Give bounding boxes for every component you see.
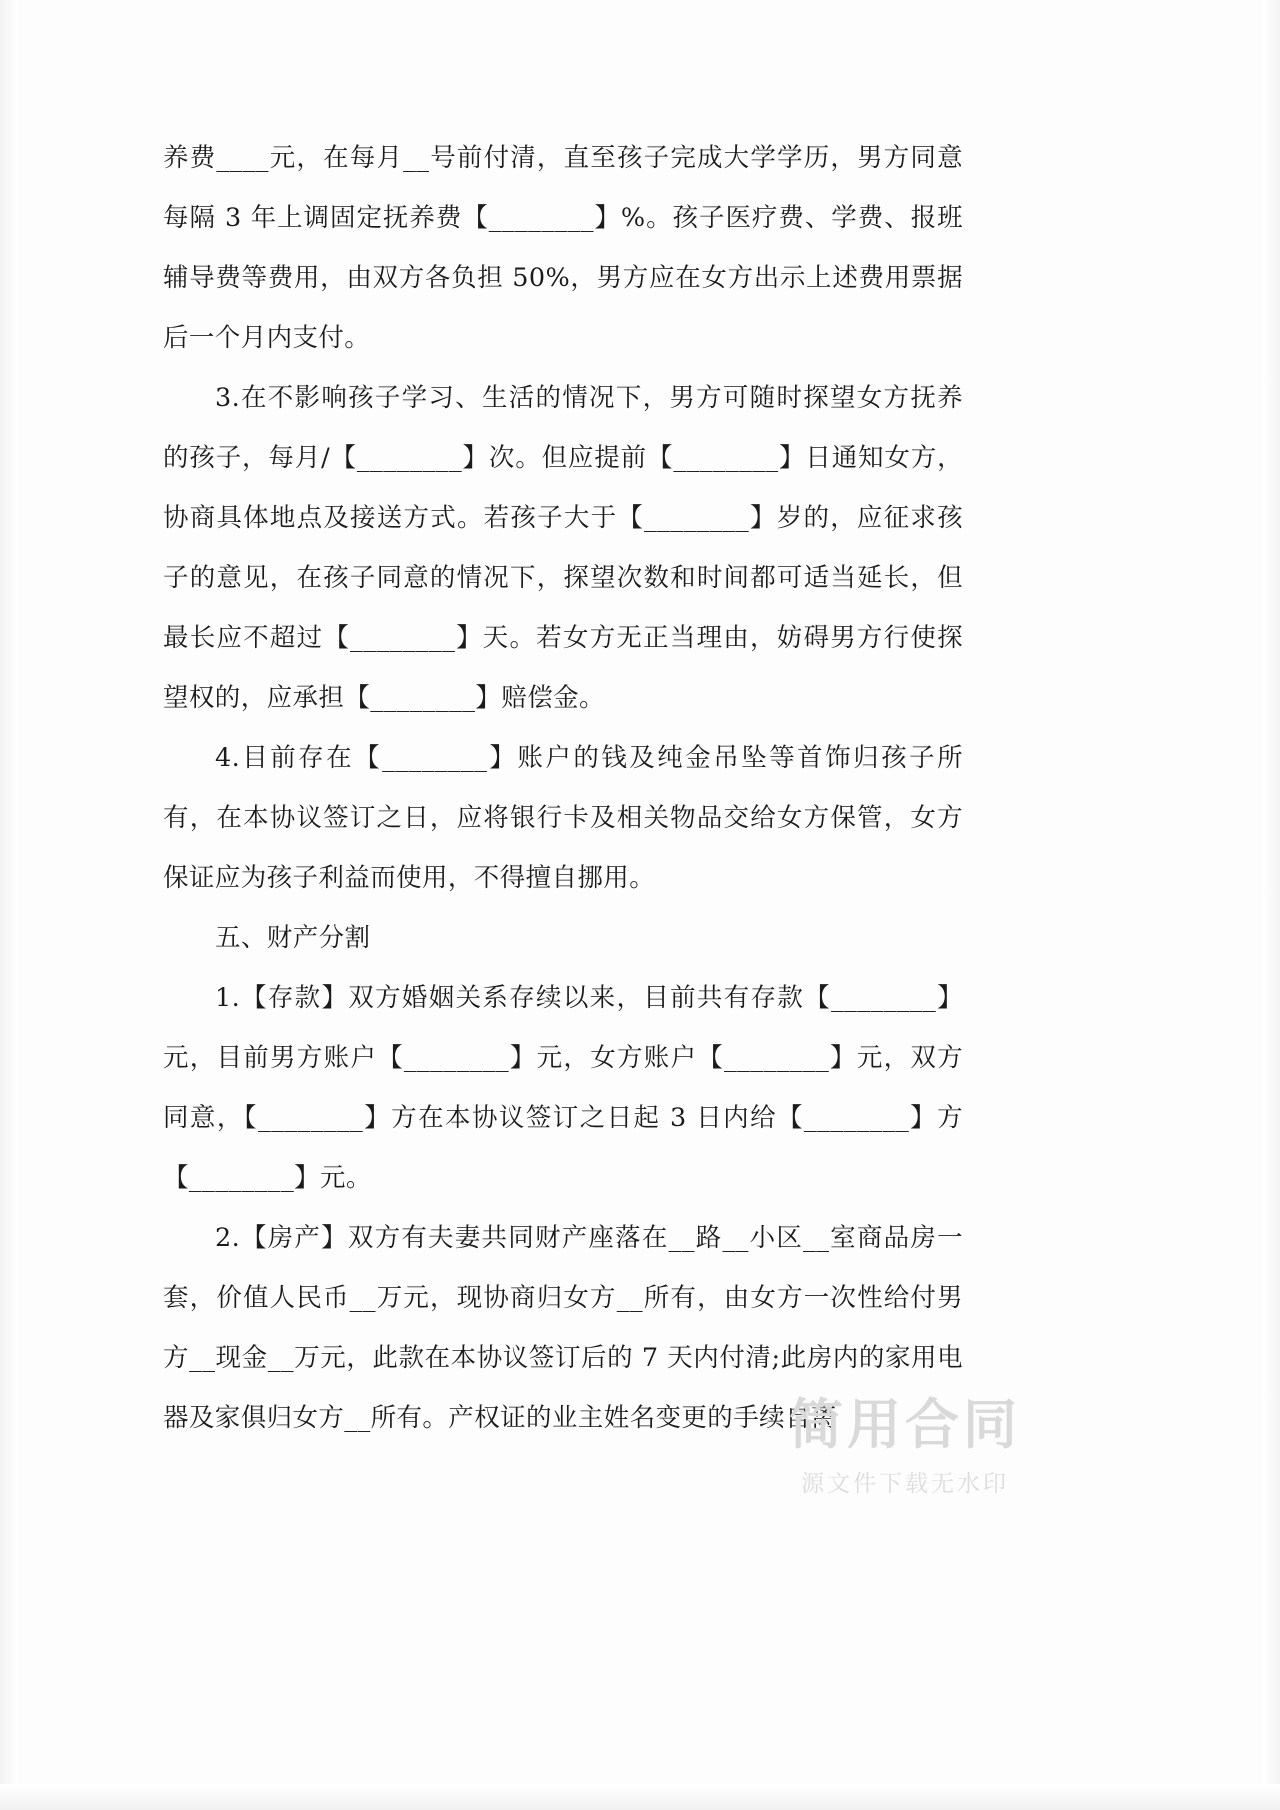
watermark-subtitle-text: 源文件下载无水印: [801, 1471, 1009, 1497]
watermark-logo-text: 简用合同: [789, 1392, 1021, 1456]
clause-5-1-deposits: 1.【存款】双方婚姻关系存续以来，目前共有存款【________】元，目前男方账户【________】元，女方账户【________】元，双方同意，【________】方在本协议签订之日起 3 日内给【________】方【________】元。: [163, 983, 963, 1193]
page-edge-shading-left: [0, 0, 18, 1810]
clause-3-visitation: 3.在不影响孩子学习、生活的情况下，男方可随时探望女方抚养的孩子，每月/【________】次。但应提前【________】日通知女方，协商具体地点及接送方式。若孩子大于【________】岁的，应征求孩子的意见，在孩子同意的情况下，探望次数和时间都可适当延长，但最长应不超过【________】天。若女方无正当理由，妨碍男方行使探望权的，应承担【________】赔偿金。: [163, 383, 963, 713]
page-edge-shading-right: [1262, 0, 1280, 1810]
page-edge-shading-bottom: [0, 1784, 1280, 1810]
section-heading-property-division: 五、财产分割: [215, 923, 371, 953]
clause-4-child-account: 4.目前存在【________】账户的钱及纯金吊坠等首饰归孩子所有，在本协议签订之日，应将银行卡及相关物品交给女方保管，女方保证应为孩子利益而使用，不得擅自挪用。: [163, 743, 963, 893]
paragraph-child-support-continuation: 养费____元，在每月__号前付清，直至孩子完成大学学历，男方同意每隔 3 年上调固定抚养费【________】%。孩子医疗费、学费、报班辅导费等费用，由双方各负担 50%，男方应在女方出示上述费用票据后一个月内支付。: [163, 143, 963, 353]
document-text-body: [163, 128, 963, 1448]
clause-5-2-real-estate: 2.【房产】双方有夫妻共同财产座落在__路__小区__室商品房一套，价值人民币__万元，现协商归女方__所有，由女方一次性给付男方__现金__万元，此款在本协议签订后的 7 天内付清;此房内的家用电器及家俱归女方__所有。产权证的业主姓名变更的手续自离: [163, 1223, 963, 1433]
